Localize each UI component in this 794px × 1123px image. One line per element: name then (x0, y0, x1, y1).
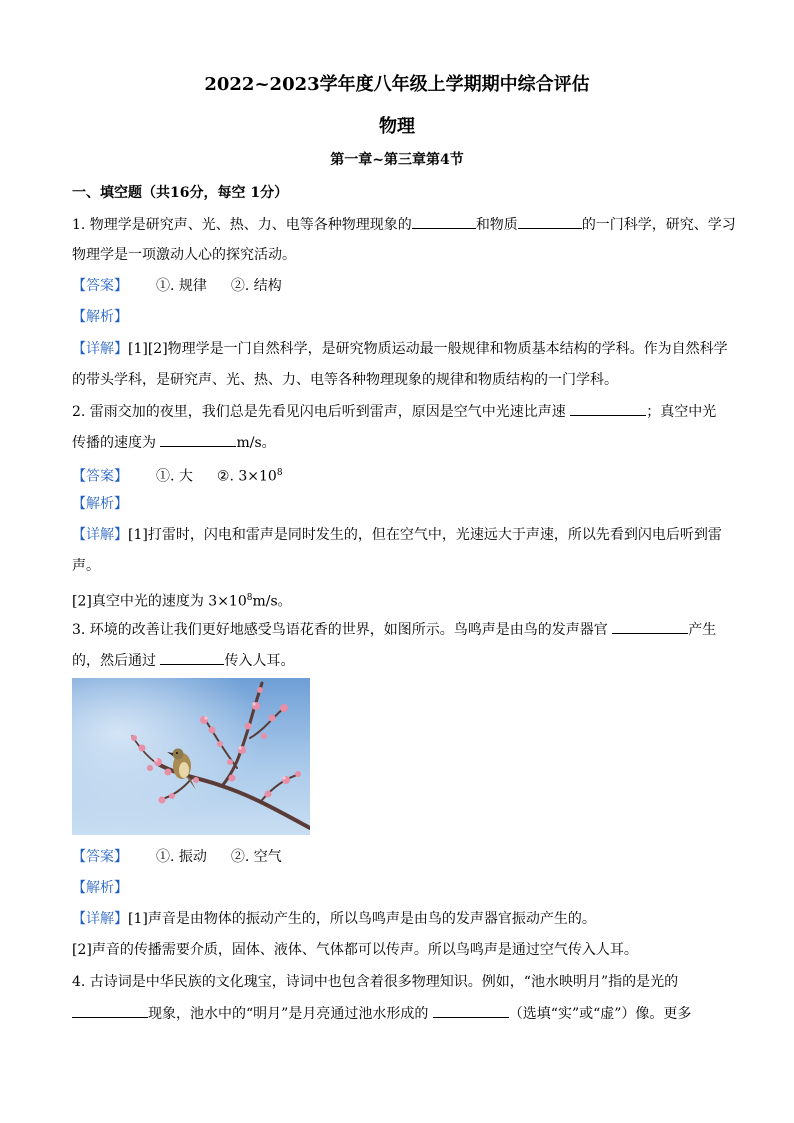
q4-text: 现象，池水中的“明月”是月亮通过池水形成的 (148, 1006, 429, 1022)
q1-line-2: 物理学是一项激动人心的探究活动。 (72, 247, 296, 263)
q2-line-2 (72, 432, 732, 453)
q2-detail-2: 声。 (72, 558, 100, 574)
answer-item: ①. 大 (156, 468, 193, 485)
answer-blank (160, 432, 236, 447)
q2-text: 传播的速度为 (72, 435, 156, 451)
answer-item: ②. 3×10 (216, 468, 277, 485)
detail-tag: 【详解】 (72, 527, 128, 543)
q3-text: 3. 环境的改善让我们更好地感受鸟语花香的世界，如图所示。鸟鸣声是由鸟的发声器官 (72, 622, 608, 638)
q4-line-2 (72, 1003, 732, 1024)
q3-line-2 (72, 650, 732, 671)
detail-text: [2]真空中光的速度为 3×10 (72, 593, 247, 610)
q3-line-1 (72, 619, 732, 640)
answer-item: ②. 结构 (230, 278, 282, 294)
detail-tag: 【详解】 (72, 911, 128, 927)
q3-text: 产生 (688, 622, 717, 638)
detail-text: [1]声音是由物体的振动产生的，所以鸟鸣声是由鸟的发声器官振动产生的。 (128, 911, 596, 927)
q2-line-1 (72, 401, 732, 422)
detail-text: [1]打雷时，闪电和雷声是同时发生的，但在空气中，光速远大于声速，所以先看到闪电后听到雷 (128, 527, 722, 543)
answer-blank (433, 1003, 509, 1018)
answer-tag: 【答案】 (72, 278, 128, 294)
q3-text: 的，然后通过 (72, 653, 156, 669)
q1-line-1 (72, 214, 736, 235)
q2-answer (72, 463, 732, 487)
detail-tag: 【详解】 (72, 341, 128, 357)
answer-blank (412, 214, 476, 229)
q2-text: ；真空中光 (646, 404, 717, 420)
q3-detail-1 (72, 909, 732, 929)
scope-subtitle: 第一章~第三章第4节 (330, 152, 464, 168)
answer-blank (570, 401, 646, 416)
q1-detail-2: 的带头学科，是研究声、光、热、力、电等各种物理现象的规律和物质结构的一门学科。 (72, 372, 618, 388)
q1-detail-1 (72, 339, 732, 359)
q1-text: 的一门科学，研究、学习 (581, 217, 736, 233)
answer-tag: 【答案】 (72, 849, 128, 865)
answer-blank (160, 650, 224, 665)
q2-detail-1 (72, 525, 732, 545)
analysis-tag: 【解析】 (72, 496, 128, 512)
q2-detail-3 (72, 588, 732, 612)
subject-title: 物理 (379, 116, 415, 137)
analysis-tag: 【解析】 (72, 880, 128, 896)
exponent: 8 (276, 468, 283, 478)
bird-on-blossom-photo (72, 678, 310, 835)
answer-blank (72, 1003, 148, 1018)
section-heading: 一、填空题（共16分，每空 1分） (72, 185, 289, 201)
detail-text: [1][2]物理学是一门自然科学，是研究物质运动最一般规律和物质基本结构的学科。作为自然科学 (128, 341, 728, 357)
answer-blank (518, 214, 582, 229)
q2-text: m/s。 (236, 435, 276, 451)
answer-tag: 【答案】 (72, 468, 128, 485)
q2-text: 2. 雷雨交加的夜里，我们总是先看见闪电后听到雷声，原因是空气中光速比声速 (72, 404, 566, 420)
answer-blank (612, 619, 688, 634)
q4-text: （选填“实”或“虚”）像。更多 (508, 1006, 692, 1022)
q1-answer (72, 276, 732, 296)
q1-text: 和物质 (475, 217, 518, 233)
answer-item: ②. 空气 (230, 849, 282, 865)
analysis-tag: 【解析】 (72, 309, 128, 325)
exam-title: 2022~2023学年度八年级上学期期中综合评估 (204, 74, 590, 95)
q3-answer (72, 847, 732, 867)
q3-detail-2: [2]声音的传播需要介质，固体、液体、气体都可以传声。所以鸟鸣声是通过空气传入人耳。 (72, 942, 638, 958)
q4-line-1: 4. 古诗词是中华民族的文化瑰宝，诗词中也包含着很多物理知识。例如，“池水映明月”指的是光的 (72, 974, 679, 990)
q3-text: 传入人耳。 (224, 653, 295, 669)
detail-text: m/s。 (252, 593, 292, 610)
exponent: 8 (246, 593, 253, 603)
answer-item: ①. 振动 (156, 849, 207, 865)
answer-item: ①. 规律 (156, 278, 207, 294)
q1-text: 1. 物理学是研究声、光、热、力、电等各种物理现象的 (72, 217, 412, 233)
